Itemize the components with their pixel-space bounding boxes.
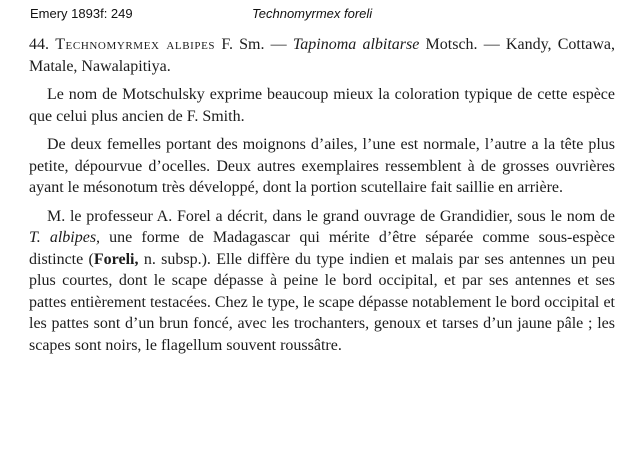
entry-line <box>29 34 615 77</box>
page-text <box>29 34 615 363</box>
localities: Kandy, Cottawa, Matale, Nawalapitiya. <box>29 36 616 75</box>
paragraph-1: Le nom de Motschulsky exprime beaucoup mieux la coloration typique de cette espèce que celui plus ancien de F. Smith. <box>29 86 615 125</box>
species-author: F. Sm. — <box>221 36 287 53</box>
species-name: Technomyrmex albipes <box>55 36 216 53</box>
taxon-reference: T. albipes, <box>29 229 101 246</box>
synonym-name: Tapinoma albitarse <box>292 36 420 53</box>
subspecies-name: Foreli, <box>93 250 139 268</box>
taxon-label: Technomyrmex foreli <box>252 6 373 21</box>
paragraph-2: De deux femelles portant des moignons d’ailes, l’une est normale, l’autre a la tête plus petite, dépourvue d’ocelles. Deux autres exemplaires ressemblent à de grosses ouvrières ayant le mésonotum très développé, dont la portion scutellaire fait saillie en arrière. <box>29 136 615 196</box>
paragraph-3-part-a: M. le professeur A. Forel a décrit, dans le grand ouvrage de Grandidier, sous le nom de <box>47 207 615 225</box>
paragraph-3 <box>29 206 615 357</box>
synonym-author: Motsch. — <box>425 36 500 53</box>
entry-number: 44. <box>29 36 49 53</box>
species-entry <box>29 34 615 77</box>
paragraph-block <box>29 84 615 356</box>
paragraph-3-part-c: une forme de Madagascar qui mérite d’être séparée comme sous-espèce distincte ( <box>29 229 616 268</box>
citation-label: Emery 1893f: 249 <box>30 6 133 21</box>
paragraph-3-part-e: n. subsp.). Elle diffère du type indien et malais par ses antennes un peu plus courtes, dont le scape dépasse à peine le bord occipital, et par ses antennes et ses pattes entièrement testacées. Chez le type, le scape dépasse notablement le bord occipital et les pattes sont d’un brun foncé, avec les trochanters, genoux et tarses d’un jaune pâle ; les scapes sont noirs, le flagellum souvent roussâtre. <box>29 250 616 354</box>
